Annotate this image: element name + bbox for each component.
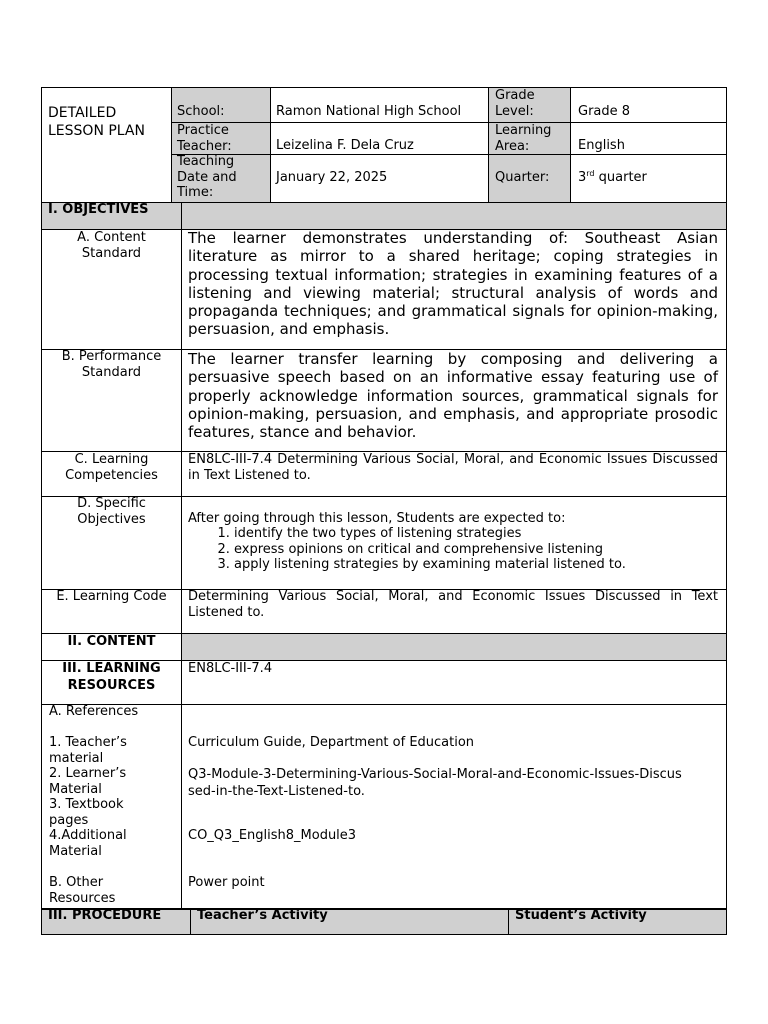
content-heading: II. CONTENT <box>67 634 156 649</box>
specific-intro: After going through this lesson, Students are expected to: <box>188 511 566 526</box>
content-standard-label: A. Content Standard <box>77 230 146 261</box>
date-value: January 22, 2025 <box>276 170 388 185</box>
area-label: Learning Area: <box>495 123 552 154</box>
teacher-label: Practice Teacher: <box>177 123 232 154</box>
resources-code: EN8LC-III-7.4 <box>188 661 273 676</box>
specific-objective-item: 2. express opinions on critical and comprehensive listening <box>234 542 714 558</box>
specific-objective-item: 1. identify the two types of listening strategies <box>234 526 714 542</box>
specific-label: D. Specific Objectives <box>77 496 146 527</box>
additional-label: 4.Additional Material <box>49 828 127 859</box>
school-label: School: <box>177 104 225 119</box>
teacher-activity-heading: Teacher’s Activity <box>197 908 328 923</box>
specific-objective-item: 3. apply listening strategies by examining material listened to. <box>234 557 714 573</box>
additional-value: CO_Q3_English8_Module3 <box>188 828 357 843</box>
teacher-material-value: Curriculum Guide, Department of Education <box>188 735 475 750</box>
quarter-label: Quarter: <box>495 170 550 185</box>
content-value-cell <box>181 633 727 661</box>
competencies-label: C. Learning Competencies <box>65 452 158 483</box>
procedure-heading: III. PROCEDURE <box>48 908 162 923</box>
other-resources-label: B. Other Resources <box>49 875 116 906</box>
content-standard-text: The learner demonstrates understanding of: Southeast Asian literature as mirror to a shared heritage; coping strategies in processing textual information; strategies in examining features of a listening and viewing material; structural analysis of words and propaganda techniques; and grammatical signals for opinion-making, persuasion, and emphasis. <box>188 229 718 339</box>
area-value: English <box>578 138 625 153</box>
date-label: Teaching Date and Time: <box>177 154 237 200</box>
quarter-suffix: rd <box>586 169 595 178</box>
grade-value: Grade 8 <box>578 104 631 119</box>
references-label: A. References <box>49 704 139 719</box>
grade-label: Grade Level: <box>495 88 535 119</box>
competencies-text: EN8LC-III-7.4 Determining Various Social, Moral, and Economic Issues Discussed in Text Listened to. <box>188 452 718 483</box>
code-label: E. Learning Code <box>56 589 167 604</box>
quarter-value <box>578 170 647 186</box>
performance-standard-label: B. Performance Standard <box>61 349 162 380</box>
objectives-heading-filler <box>181 202 727 230</box>
other-resources-value: Power point <box>188 875 265 890</box>
learner-material-value: Q3-Module-3-Determining-Various-Social-Moral-and-Economic-Issues-Discussed-in-the-Text-Listened-to. <box>188 767 682 799</box>
quarter-number: 3 <box>578 170 587 185</box>
teacher-material-label: 1. Teacher’s material <box>49 735 127 766</box>
student-activity-heading: Student’s Activity <box>515 908 647 923</box>
code-text: Determining Various Social, Moral, and Economic Issues Discussed in Text Listened to. <box>188 589 718 620</box>
performance-standard-text: The learner transfer learning by composing and delivering a persuasive speech based on an informative essay featuring use of properly acknowledge information sources, grammatical signals for opinion-making, persuasion, and emphasis, and appropriate prosodic features, stance and behavior. <box>188 350 718 442</box>
learner-material-label: 2. Learner’s Material <box>49 766 127 797</box>
quarter-word: quarter <box>594 170 647 185</box>
school-value: Ramon National High School <box>276 104 462 119</box>
textbook-label: 3. Textbook pages <box>49 797 124 828</box>
objectives-heading: I. OBJECTIVES <box>48 202 149 217</box>
resources-heading: III. LEARNING RESOURCES <box>62 661 161 693</box>
document-title: DETAILED LESSON PLAN <box>48 105 145 139</box>
teacher-value: Leizelina F. Dela Cruz <box>276 138 414 153</box>
